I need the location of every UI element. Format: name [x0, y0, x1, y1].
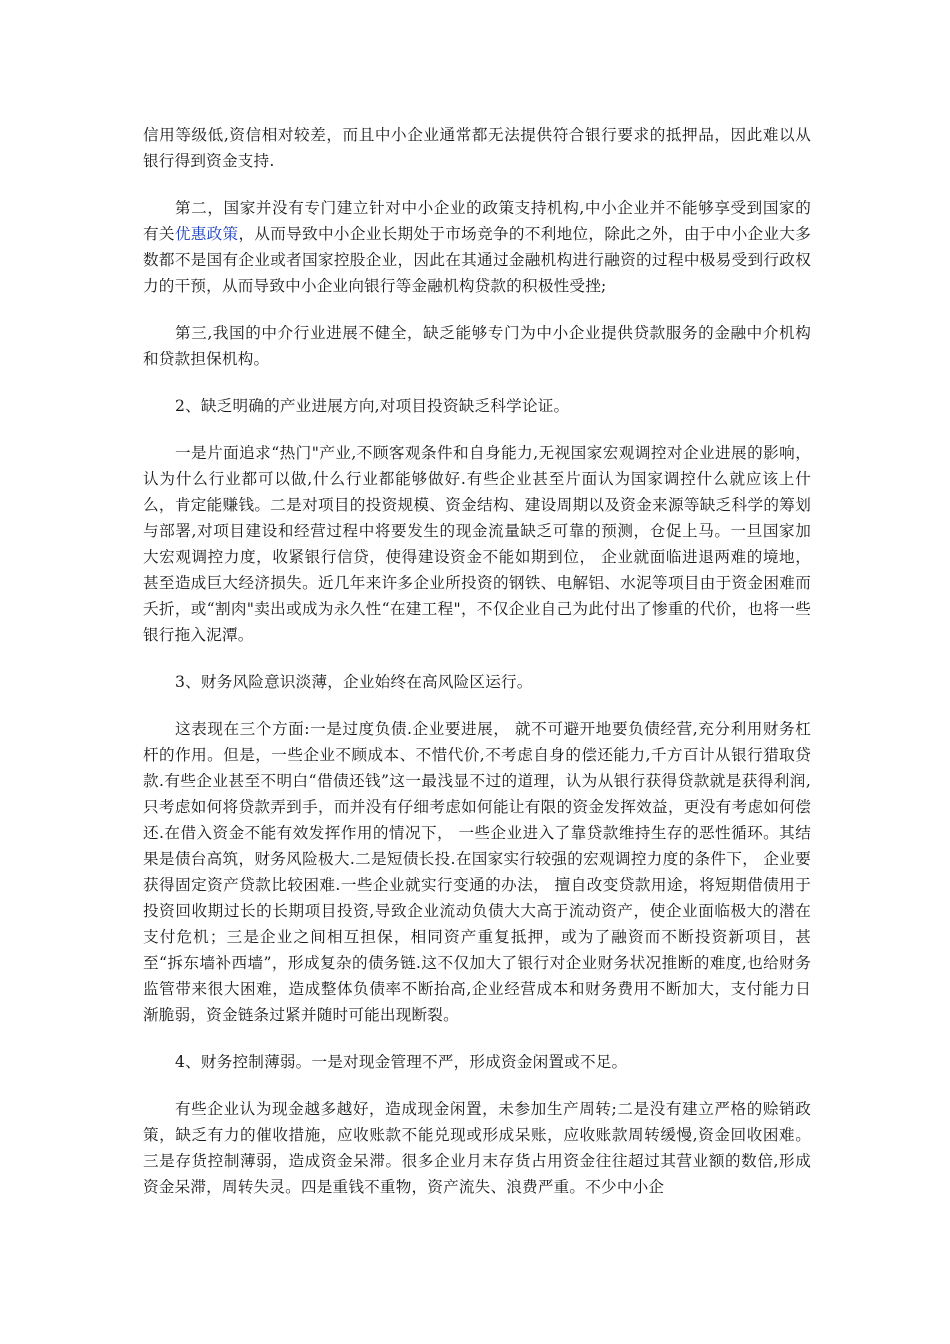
paragraph-second-before: 第二，国家并没有专门建立针对中小企业的政策支持机构,中小企业并不能够享受到国家的有关 [143, 199, 811, 243]
paragraph-financial-risk: 这表现在三个方面:一是过度负债.企业要进展， 就不可避开地要负债经营,充分利用财务杠杆的作用。但是，一些企业不顾成本、不惜代价,不考虑自身的偿还能力,千方百计从银行猎取贷款.有些企业甚至不明白“借债还钱”这一最浅显不过的道理，认为从银行获得贷款就是获得利润,只考虑如何将贷款弄到手，而并没有仔细考虑如何能让有限的资金发挥效益，更没有考虑如何偿还.在借入资金不能有效发挥作用的情况下， 一些企业进入了靠贷款维持生存的恶性循环。其结果是债台高筑，财务风险极大.二是短债长投.在国家实行较强的宏观调控力度的条件下， 企业要获得固定资产贷款比较困难.一些企业就实行变通的办法， 擅自改变贷款用途，将短期借债用于投资回收期过长的长期项目投资,导致企业流动负债大大高于流动资产，使企业面临极大的潜在支付危机；三是企业之间相互担保，相同资产重复抵押，或为了融资而不断投资新项目，甚至“拆东墙补西墙”，形成复杂的债务链.这不仅加大了银行对企业财务状况推断的难度,也给财务监管带来很大困难，造成整体负债率不断抬高,企业经营成本和财务费用不断加大，支付能力日渐脆弱，资金链条过紧并随时可能出现断裂。 [143, 720, 811, 1024]
paragraph-credit-rating: 信用等级低,资信相对较差，而且中小企业通常都无法提供符合银行要求的抵押品，因此难以从银行得到资金支持. [143, 126, 811, 170]
section-heading-2: 2、缺乏明确的产业进展方向,对项目投资缺乏科学论证。 [175, 397, 570, 415]
paragraph-second-point [143, 195, 811, 299]
preferential-policy-link[interactable]: 优惠政策 [174, 225, 239, 243]
document-page [143, 122, 811, 1221]
paragraph-industry-direction: 一是片面追求“热门"产业,不顾客观条件和自身能力,无视国家宏观调控对企业进展的影响，认为什么行业都可以做,什么行业都能够做好.有些企业甚至片面认为国家调控什么就应该上什么，肯定能赚钱。二是对项目的投资规模、资金结构、建设周期以及资金来源等缺乏科学的筹划与部署,对项目建设和经营过程中将要发生的现金流量缺乏可靠的预测，仓促上马。一旦国家加大宏观调控力度，收紧银行信贷，使得建设资金不能如期到位， 企业就面临进退两难的境地，甚至造成巨大经济损失。近几年来许多企业所投资的钢铁、电解铝、水泥等项目由于资金困难而夭折，或“割肉"卖出或成为永久性“在建工程"，不仅企业自己为此付出了惨重的代价，也将一些银行拖入泥潭。 [143, 444, 811, 644]
paragraph-second-after: ，从而导致中小企业长期处于市场竞争的不利地位，除此之外，由于中小企业大多数都不是国有企业或者国家控股企业，因此在其通过金融机构进行融资的过程中极易受到行政权力的干预，从而导致中小企业向银行等金融机构贷款的积极性受挫; [143, 225, 812, 295]
section-heading-3: 3、财务风险意识淡薄，企业始终在高风险区运行。 [175, 673, 533, 691]
paragraph-financial-control: 有些企业认为现金越多越好，造成现金闲置，未参加生产周转;二是没有建立严格的赊销政策，缺乏有力的催收措施，应收账款不能兑现或形成呆账，应收账款周转缓慢,资金回收困难。三是存货控制薄弱，造成资金呆滞。很多企业月末存货占用资金往往超过其营业额的数倍,形成资金呆滞，周转失灵。四是重钱不重物，资产流失、浪费严重。不少中小企 [143, 1100, 811, 1196]
section-heading-4: 4、财务控制薄弱。一是对现金管理不严，形成资金闲置或不足。 [175, 1053, 628, 1071]
paragraph-third-point: 第三,我国的中介行业进展不健全，缺乏能够专门为中小企业提供贷款服务的金融中介机构和贷款担保机构。 [143, 324, 811, 368]
